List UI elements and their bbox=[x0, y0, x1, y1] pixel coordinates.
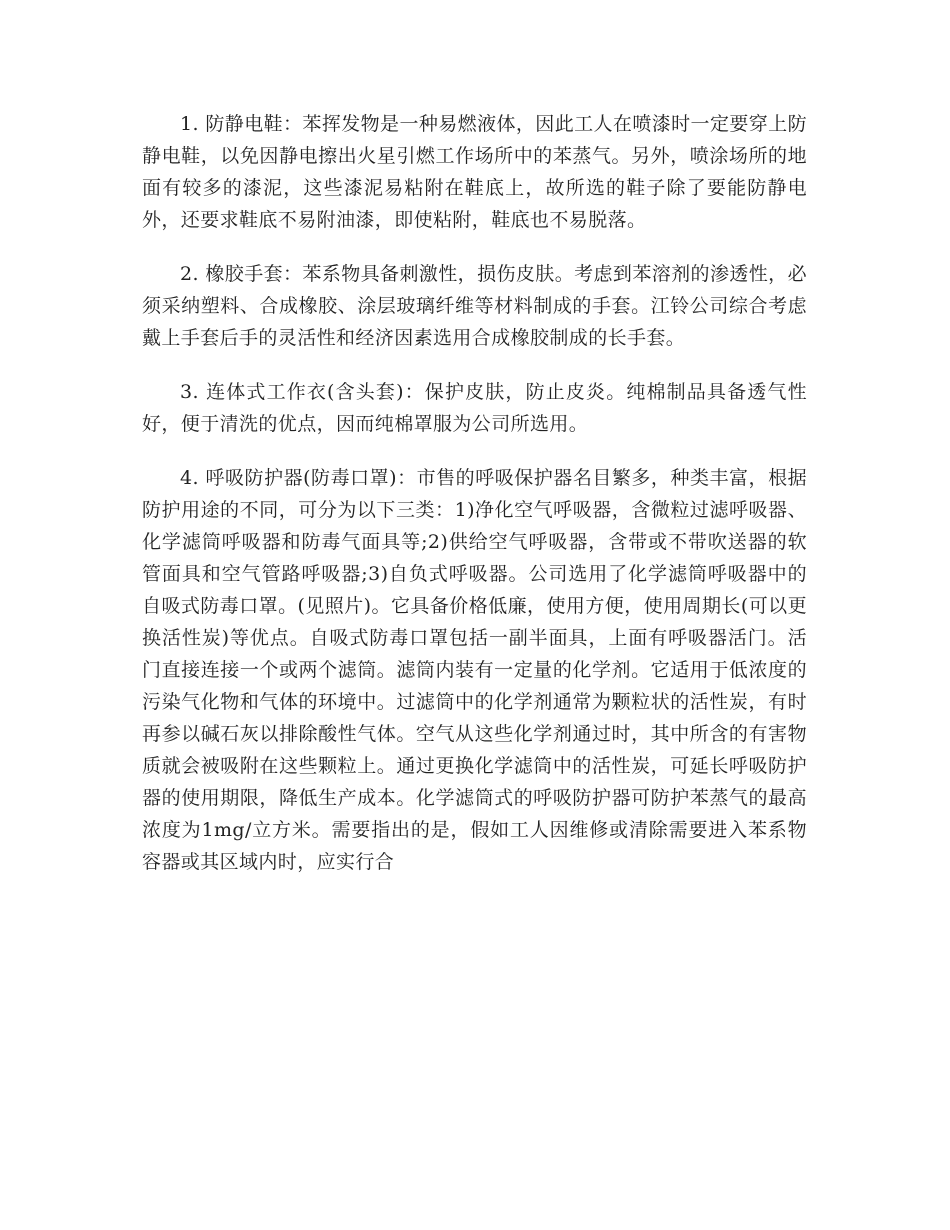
paragraph-coverall: 3. 连体式工作衣(含头套)：保护皮肤，防止皮炎。纯棉制品具备透气性好，便于清洗的优点，因而纯棉罩服为公司所选用。 bbox=[142, 381, 807, 435]
document-body bbox=[142, 108, 807, 900]
paragraph-rubber-gloves: 2. 橡胶手套：苯系物具备刺激性，损伤皮肤。考虑到苯溶剂的渗透性，必须采纳塑料、合成橡胶、涂层玻璃纤维等材料制成的手套。江铃公司综合考虑戴上手套后手的灵活性和经济因素选用合成橡胶制成的长手套。 bbox=[142, 263, 807, 349]
paragraph-antistatic-shoes: 1. 防静电鞋：苯挥发物是一种易燃液体，因此工人在喷漆时一定要穿上防静电鞋，以免因静电擦出火星引燃工作场所中的苯蒸气。另外，喷涂场所的地面有较多的漆泥，这些漆泥易粘附在鞋底上，故所选的鞋子除了要能防静电外，还要求鞋底不易附油漆，即使粘附，鞋底也不易脱落。 bbox=[142, 113, 807, 231]
paragraph-respirator: 4. 呼吸防护器(防毒口罩)：市售的呼吸保护器名目繁多，种类丰富，根据防护用途的不同，可分为以下三类：1)净化空气呼吸器，含微粒过滤呼吸器、化学滤筒呼吸器和防毒气面具等;2)供给空气呼吸器，含带或不带吹送器的软管面具和空气管路呼吸器;3)自负式呼吸器。公司选用了化学滤筒呼吸器中的自吸式防毒口罩。(见照片)。它具备价格低廉，使用方便，使用周期长(可以更换活性炭)等优点。自吸式防毒口罩包括一副半面具，上面有呼吸器活门。活门直接连接一个或两个滤筒。滤筒内装有一定量的化学剂。它适用于低浓度的污染气化物和气体的环境中。过滤筒中的化学剂通常为颗粒状的活性炭，有时再参以碱石灰以排除酸性气体。空气从这些化学剂通过时，其中所含的有害物质就会被吸附在这些颗粒上。通过更换化学滤筒中的活性炭，可延长呼吸防护器的使用期限，降低生产成本。化学滤筒式的呼吸防护器可防护苯蒸气的最高浓度为1mg/立方米。需要指出的是，假如工人因维修或清除需要进入苯系物容器或其区域内时，应实行合 bbox=[142, 467, 807, 873]
